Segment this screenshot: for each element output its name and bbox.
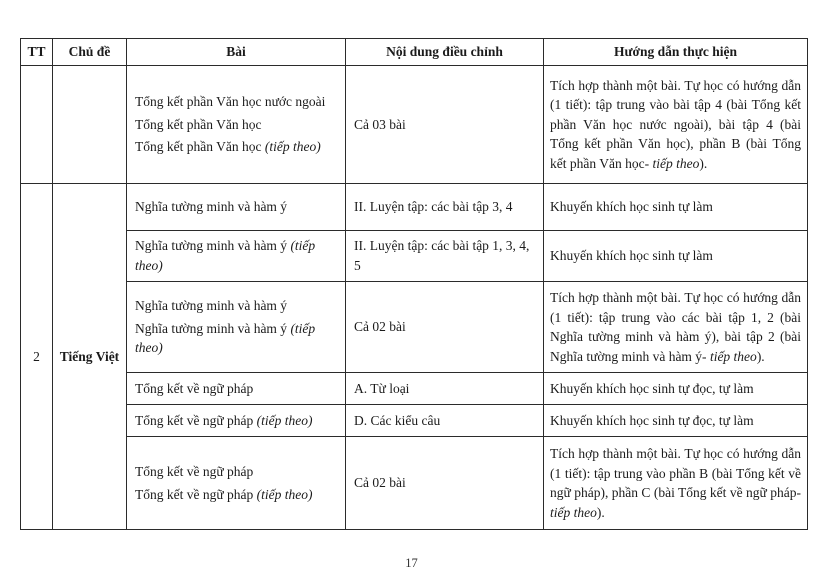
cell-huongdan <box>544 282 808 373</box>
table-row <box>21 373 808 405</box>
header-tt: TT <box>21 39 53 66</box>
header-huongdan: Hướng dẫn thực hiện <box>544 39 808 66</box>
curriculum-table <box>20 38 808 530</box>
cell-huongdan: Khuyến khích học sinh tự làm <box>544 184 808 231</box>
table-row <box>21 437 808 530</box>
cell-huongdan <box>544 66 808 184</box>
cell-noidung: D. Các kiểu câu <box>346 405 544 437</box>
instruction-text: Tích hợp thành một bài. Tự học có hướng dẫn (1 tiết): tập trung vào bài tập 4 (bài Tổng kết phần Văn học nước ngoài), bài tập 4 (bài Tổng kết phần Văn học), phần B (bài Tổng kết phần Văn học- tiếp theo). <box>550 77 801 171</box>
cell-bai <box>127 282 346 373</box>
cell-bai <box>127 437 346 530</box>
table-row <box>21 66 808 184</box>
cell-noidung: II. Luyện tập: các bài tập 3, 4 <box>346 184 544 231</box>
table-row <box>21 231 808 282</box>
cell-noidung: Cả 02 bài <box>346 437 544 530</box>
cell-noidung: Cả 02 bài <box>346 282 544 373</box>
header-noidung: Nội dung điều chỉnh <box>346 39 544 66</box>
cell-noidung: Cả 03 bài <box>346 66 544 184</box>
cell-noidung: A. Từ loại <box>346 373 544 405</box>
lesson-title: Tổng kết phần Văn học (tiếp theo) <box>135 139 321 155</box>
lesson-title: Tổng kết về ngữ pháp (tiếp theo) <box>135 486 313 502</box>
lesson-title: Tổng kết về ngữ pháp <box>135 464 254 480</box>
header-chude: Chủ đề <box>53 39 127 66</box>
cell-chude-section2: Tiếng Việt <box>53 184 127 530</box>
cell-huongdan: Khuyến khích học sinh tự đọc, tự làm <box>544 373 808 405</box>
cell-bai: Tổng kết về ngữ pháp <box>127 373 346 405</box>
cell-bai: Nghĩa tường minh và hàm ý <box>127 184 346 231</box>
lesson-title: Nghĩa tường minh và hàm ý <box>135 298 288 314</box>
table-row <box>21 184 808 231</box>
instruction-text: Tích hợp thành một bài. Tự học có hướng dẫn (1 tiết): tập trung vào phần B (bài Tổng kết về ngữ pháp), phần C (bài Tổng kết về ngữ pháp- tiếp theo). <box>550 446 801 520</box>
cell-huongdan <box>544 437 808 530</box>
header-row <box>21 39 808 66</box>
table-row <box>21 405 808 437</box>
cell-bai: Tổng kết về ngữ pháp (tiếp theo) <box>127 405 346 437</box>
cell-huongdan: Khuyến khích học sinh tự làm <box>544 231 808 282</box>
cell-tt-section2: 2 <box>21 184 53 530</box>
table-row <box>21 282 808 373</box>
cell-tt-empty <box>21 66 53 184</box>
cell-noidung: II. Luyện tập: các bài tập 1, 3, 4, 5 <box>346 231 544 282</box>
header-bai: Bài <box>127 39 346 66</box>
cell-bai <box>127 66 346 184</box>
lesson-title: Nghĩa tường minh và hàm ý (tiếp theo) <box>135 320 316 356</box>
lesson-title: Tổng kết phần Văn học nước ngoài <box>135 94 326 110</box>
cell-bai: Nghĩa tường minh và hàm ý (tiếp theo) <box>127 231 346 282</box>
instruction-text: Tích hợp thành một bài. Tự học có hướng dẫn (1 tiết): tập trung vào các bài tập 1, 2 (bài Nghĩa tường minh và hàm ý), bài tập 2 (bài Nghĩa tường minh và hàm ý- tiếp theo). <box>550 290 801 364</box>
lesson-title: Tổng kết phần Văn học <box>135 116 262 132</box>
cell-huongdan: Khuyến khích học sinh tự đọc, tự làm <box>544 405 808 437</box>
page-number: 17 <box>405 556 418 570</box>
cell-chude-empty <box>53 66 127 184</box>
